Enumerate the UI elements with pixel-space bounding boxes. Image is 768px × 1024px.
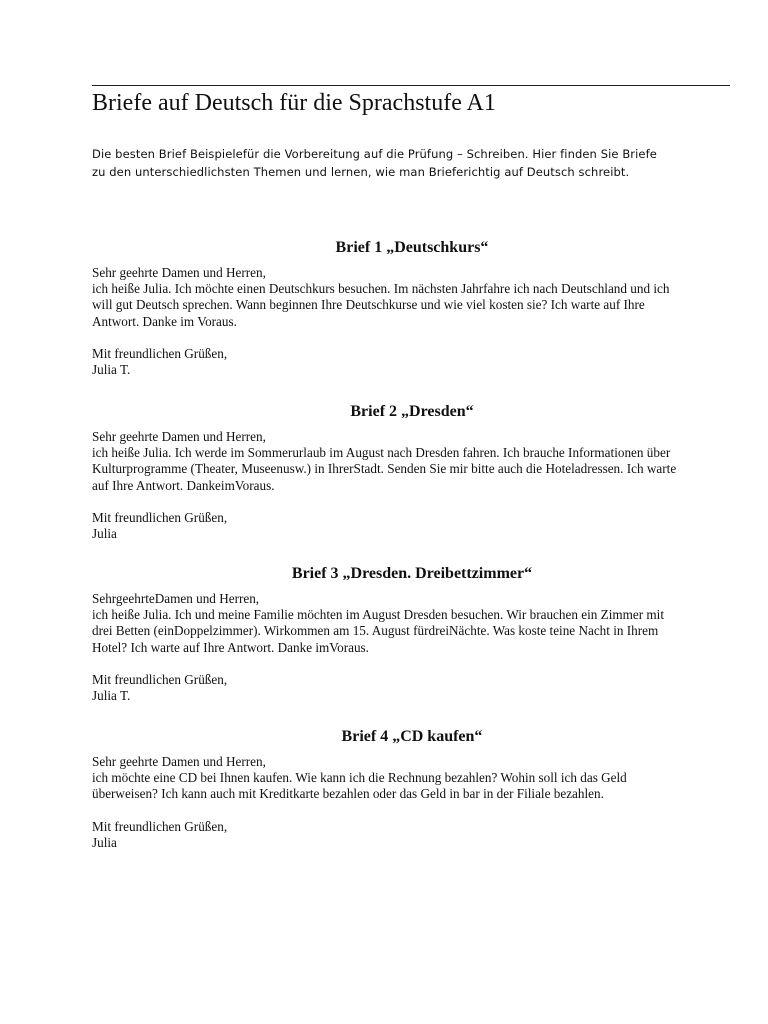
letter-heading: Brief 3 „Dresden. Dreibettzimmer“ bbox=[291, 565, 533, 582]
letter-line: ich heiße Julia. Ich möchte einen Deutschkurs besuchen. Im nächsten Jahrfahre ich nach Deutschland und ich bbox=[92, 281, 670, 297]
letter-line: Kulturprogramme (Theater, Museenusw.) in IhrerStadt. Senden Sie mir bitte auch die Hoteladressen. Ich warte bbox=[92, 461, 677, 477]
letter-closing bbox=[92, 672, 732, 704]
letter-closing bbox=[92, 819, 732, 851]
intro-line: Die besten Brief Beispielefür die Vorbereitung auf die Prüfung – Schreiben. Hier finden Sie Briefe bbox=[92, 147, 657, 161]
letter-line: Sehr geehrte Damen und Herren, bbox=[92, 429, 266, 444]
letter-body bbox=[92, 591, 732, 656]
letter-line: Antwort. Danke im Voraus. bbox=[92, 313, 237, 329]
letter-line: will gut Deutsch sprechen. Wann beginnen Ihre Deutschkurse und wie viel kosten sie? Ich warte auf Ihre bbox=[92, 297, 645, 313]
intro-paragraph bbox=[92, 145, 732, 181]
closing-greeting: Mit freundlichen Grüßen, bbox=[92, 509, 228, 525]
page-title: Briefe auf Deutsch für die Sprachstufe A1 bbox=[92, 90, 496, 116]
closing-greeting: Mit freundlichen Grüßen, bbox=[92, 671, 228, 687]
letter-1 bbox=[92, 238, 732, 378]
letter-body bbox=[92, 754, 732, 803]
top-rule bbox=[92, 85, 730, 86]
letter-line: ich möchte eine CD bei Ihnen kaufen. Wie kann ich die Rechnung bezahlen? Wohin soll ich das Geld bbox=[92, 770, 627, 786]
letter-heading: Brief 2 „Dresden“ bbox=[350, 403, 474, 420]
letter-line: ich heiße Julia. Ich und meine Familie möchten im August Dresden besuchen. Wir brauchen ein Zimmer mit bbox=[92, 607, 664, 623]
letter-line: ich heiße Julia. Ich werde im Sommerurlaub im August nach Dresden fahren. Ich brauche Informationen über bbox=[92, 445, 671, 461]
intro-line: zu den unterschiedlichsten Themen und lernen, wie man Brieferichtig auf Deutsch schreibt. bbox=[92, 165, 630, 179]
letter-line: SehrgeehrteDamen und Herren, bbox=[92, 591, 260, 606]
letter-line: Sehr geehrte Damen und Herren, bbox=[92, 265, 266, 280]
closing-signature: Julia bbox=[92, 834, 117, 850]
closing-signature: Julia T. bbox=[92, 362, 131, 378]
letter-heading: Brief 4 „CD kaufen“ bbox=[341, 728, 483, 745]
letter-body bbox=[92, 429, 732, 494]
letter-body bbox=[92, 265, 732, 330]
closing-greeting: Mit freundlichen Grüßen, bbox=[92, 818, 228, 834]
closing-signature: Julia bbox=[92, 526, 117, 542]
letter-closing bbox=[92, 346, 732, 378]
letter-closing bbox=[92, 510, 732, 542]
letter-2 bbox=[92, 402, 732, 542]
letter-line: Sehr geehrte Damen und Herren, bbox=[92, 754, 266, 769]
letter-4 bbox=[92, 727, 732, 851]
letter-line: Hotel? Ich warte auf Ihre Antwort. Danke imVoraus. bbox=[92, 639, 369, 655]
closing-signature: Julia T. bbox=[92, 688, 131, 704]
letter-line: auf Ihre Antwort. DankeimVoraus. bbox=[92, 477, 275, 493]
closing-greeting: Mit freundlichen Grüßen, bbox=[92, 345, 228, 361]
letter-line: überweisen? Ich kann auch mit Kreditkarte bezahlen oder das Geld in bar in der Filiale bezahlen. bbox=[92, 786, 604, 802]
letter-3 bbox=[92, 564, 732, 704]
letter-heading: Brief 1 „Deutschkurs“ bbox=[335, 239, 489, 256]
letter-line: drei Betten (einDoppelzimmer). Wirkommen am 15. August fürdreiNächte. Was koste teine Nacht in Ihrem bbox=[92, 623, 659, 639]
